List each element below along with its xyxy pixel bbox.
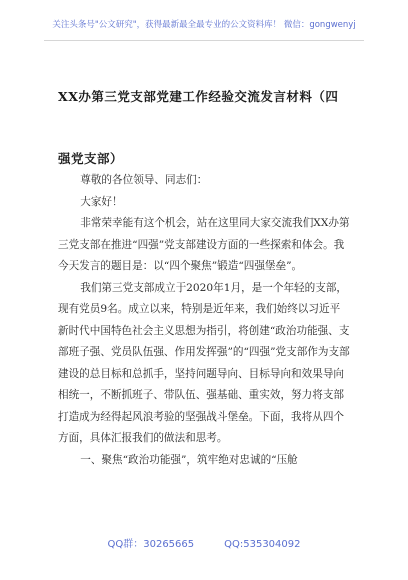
section-heading: 一、聚焦“政治功能强”，筑牢绝对忠诚的“压舱 <box>80 453 298 466</box>
paragraph: 我们第三党支部成立于2020年1月，是一个年轻的支部，现有党员9名。成立以来，特别是近年来，我们始终以习近平新时代中国特色社会主义思想为指引，将创建“政治功能强、支部班子强、党员队伍强、作用发挥强”的“四强”党支部作为支部建设的总目标和总抓手，坚持问题导向、目标导向和效果导向相统一，不断抓班子、带队伍、强基础、重实效，努力将支部打造成为经得起风浪考验的坚强战斗堡垒。下面，我将从四个方面，具体汇报我们的做法和思考。 <box>58 281 350 444</box>
greeting: 大家好！ <box>80 195 123 208</box>
paragraph: 非常荣幸能有这个机会，站在这里同大家交流我们XX办第三党支部在推进“四强”党支部建设方面的一些探索和体会。我今天发言的题目是：以“四个聚焦”锻造“四强堡垒”。 <box>58 217 350 272</box>
header-divider <box>44 40 364 41</box>
footer-qq: QQ:535304092 <box>224 539 301 550</box>
document-title: XX办第三党支部党建工作经验交流发言材料（四强党支部） <box>58 89 339 166</box>
header-notice: 关注头条号"公文研究"，获得最新最全最专业的公文资料库！ 微信：gongwenyj <box>52 20 356 30</box>
footer-contact <box>0 535 408 550</box>
document-body <box>58 170 350 471</box>
salutation: 尊敬的各位领导、同志们： <box>80 174 208 186</box>
footer-qq-group: QQ群：30265665 <box>107 539 195 550</box>
